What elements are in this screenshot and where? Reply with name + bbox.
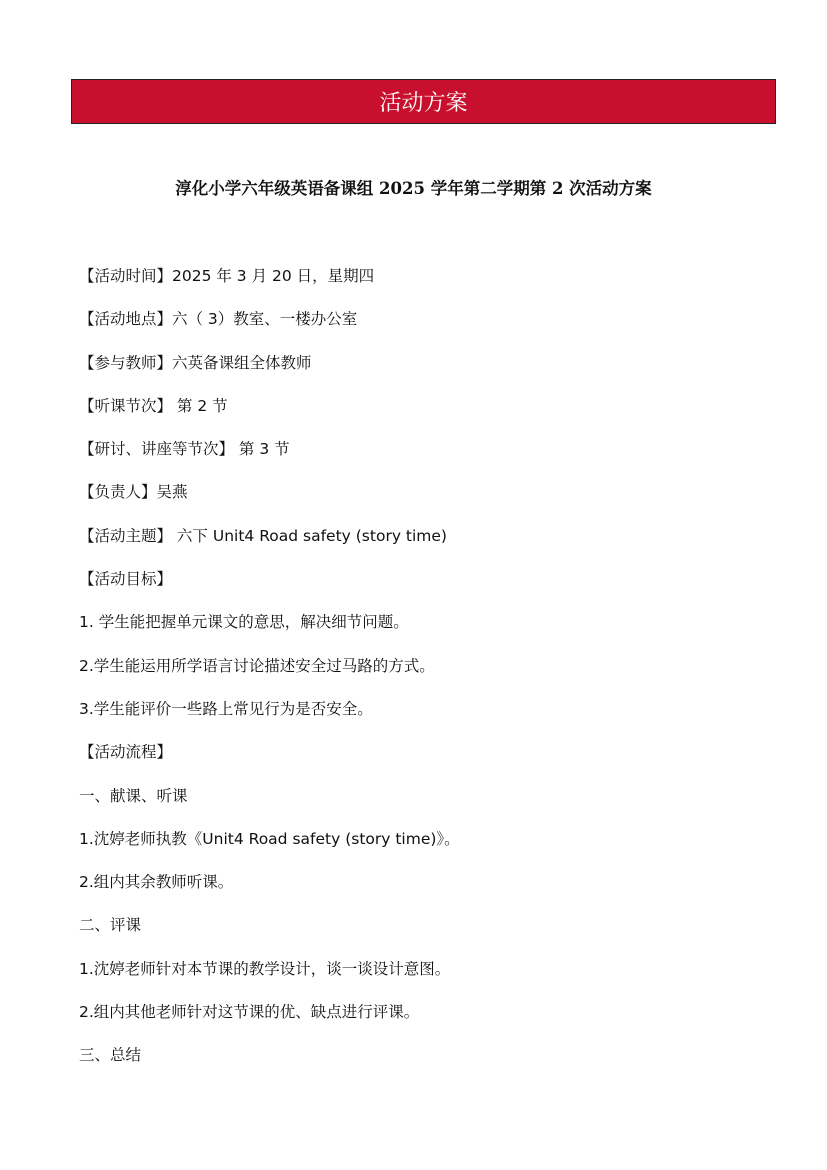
section-2-item-1: 1.沈婷老师针对本节课的教学设计，谈一谈设计意图。 — [79, 959, 451, 978]
document-title: 淳化小学六年级英语备课组 2025 学年第二学期第 2 次活动方案 — [175, 179, 652, 198]
seminar-period-line: 【研讨、讲座等节次】 第 3 节 — [79, 440, 290, 459]
observed-period-line: 【听课节次】 第 2 节 — [79, 396, 228, 415]
section-1-item-1: 1.沈婷老师执教《Unit4 Road safety (story time)》。 — [79, 829, 460, 848]
goal-item-3: 3.学生能评价一些路上常见行为是否安全。 — [79, 699, 373, 718]
activity-time-line: 【活动时间】2025 年 3 月 20 日，星期四 — [79, 267, 375, 285]
person-in-charge-line: 【负责人】吴燕 — [79, 483, 188, 502]
section-heading-3: 三、总结 — [79, 1046, 142, 1065]
activity-process-heading: 【活动流程】 — [79, 743, 173, 762]
section-1-item-2: 2.组内其余教师听课。 — [79, 873, 234, 892]
section-2-item-2: 2.组内其他老师针对这节课的优、缺点进行评课。 — [79, 1003, 420, 1022]
activity-goals-heading: 【活动目标】 — [79, 570, 173, 589]
goal-item-1: 1. 学生能把握单元课文的意思，解决细节问题。 — [79, 613, 409, 632]
banner-title: 活动方案 — [379, 91, 468, 116]
activity-theme-line: 【活动主题】 六下 Unit4 Road safety (story time) — [79, 526, 447, 545]
section-heading-2: 二、评课 — [79, 916, 142, 935]
header-banner — [71, 79, 776, 124]
goal-item-2: 2.学生能运用所学语言讨论描述安全过马路的方式。 — [79, 656, 435, 675]
participants-line: 【参与教师】六英备课组全体教师 — [79, 353, 312, 372]
activity-location-line: 【活动地点】六（ 3）教室、一楼办公室 — [79, 310, 358, 329]
document-body — [79, 263, 779, 1086]
section-heading-1: 一、献课、听课 — [79, 786, 188, 805]
